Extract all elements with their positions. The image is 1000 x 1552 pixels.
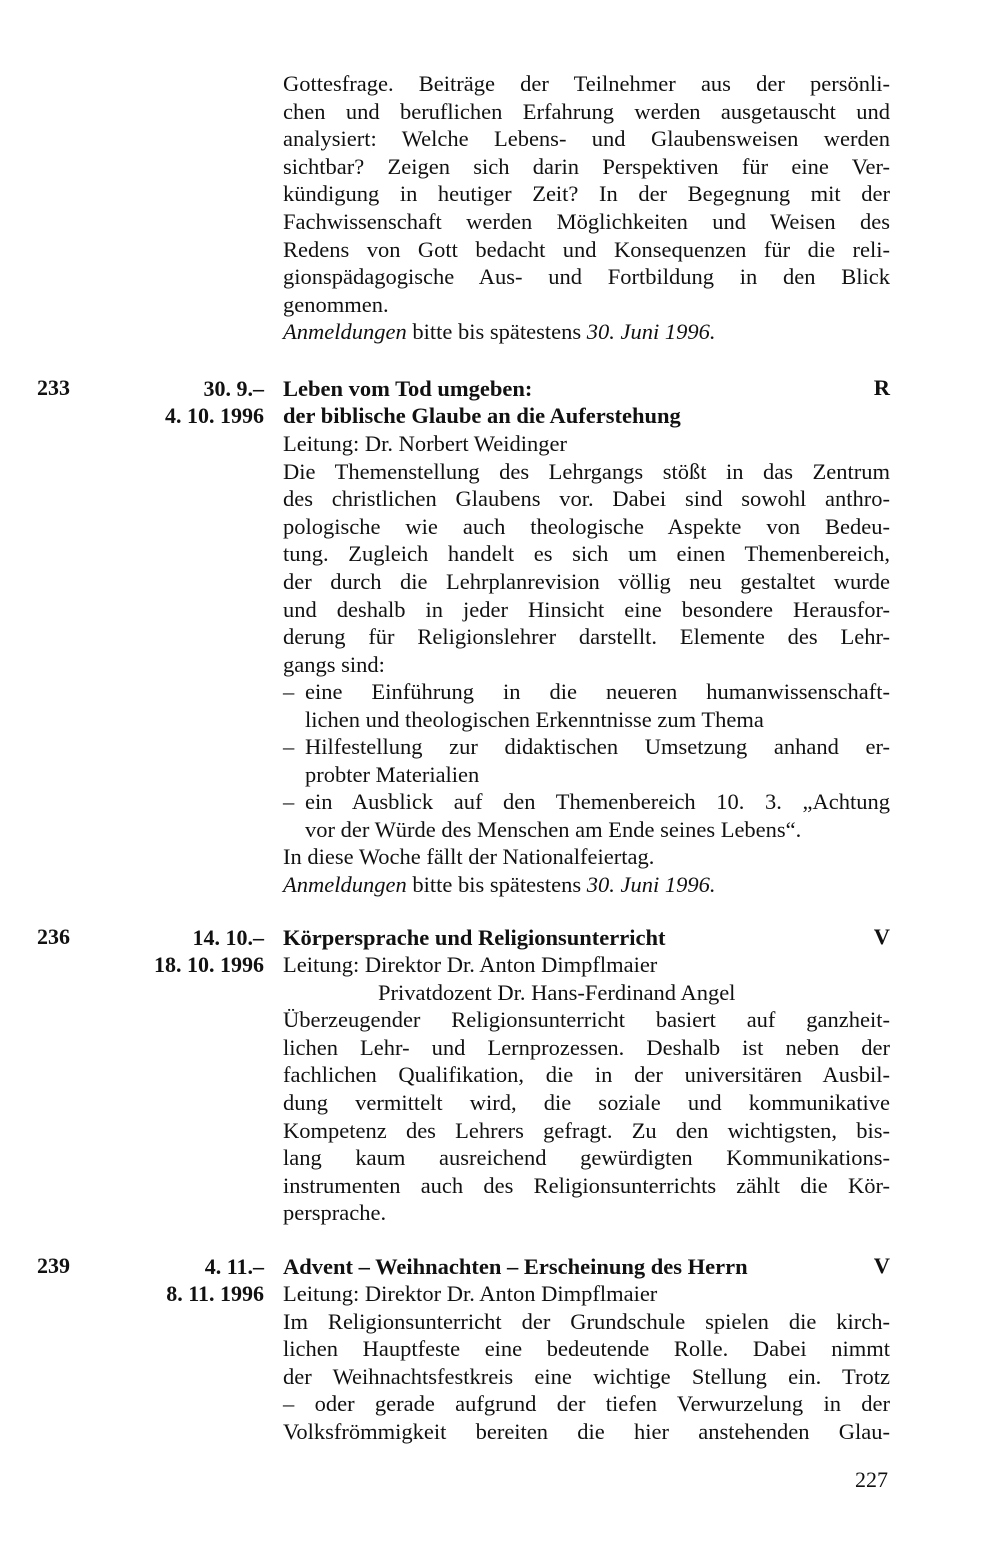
course-number: 239: [37, 1253, 70, 1278]
list-item-line: ein Ausblick auf den Themenbereich 10. 3. „Achtung: [305, 789, 890, 815]
course-number: 236: [37, 924, 70, 949]
text-line: sichtbar? Zeigen sich darin Perspektiven für eine Ver-: [283, 153, 890, 179]
registration-note: [283, 318, 890, 346]
course-code: V: [873, 924, 890, 949]
list-item-line: Hilfestellung zur didaktischen Umsetzung anhand er-: [305, 734, 890, 760]
course-number: 233: [37, 375, 70, 400]
text-line: lichen Hauptfeste eine bedeutende Rolle. Dabei nimmt: [283, 1336, 890, 1362]
registration-note: [283, 871, 890, 899]
dash-bullet: –: [283, 734, 295, 760]
course-code: R: [873, 375, 890, 400]
text-line: lichen Lehr- und Lernprozessen. Deshalb ist neben der: [283, 1034, 890, 1060]
text-line: gangs sind:: [283, 651, 385, 677]
course-description: [283, 951, 890, 1227]
text-line: chen und beruflichen Erfahrung werden ausgetauscht und: [283, 98, 890, 124]
text-line: genommen.: [283, 291, 389, 317]
registration-text: bitte bis spätestens: [406, 319, 587, 345]
course-code: V: [873, 1253, 890, 1278]
list-item: [283, 733, 890, 788]
text-line: derung für Religionslehrer darstellt. Elemente des Lehr-: [283, 624, 890, 650]
text-line: persprache.: [283, 1200, 387, 1226]
list-item-line: lichen und theologischen Erkenntnisse zum Thema: [305, 706, 764, 732]
course-date-start: 30. 9.–: [203, 376, 264, 401]
text-line: der durch die Lehrplanrevision völlig neu gestaltet wurde: [283, 568, 890, 594]
course-leader: Leitung: Direktor Dr. Anton Dimpflmaier: [283, 952, 658, 977]
list-item-line: eine Einführung in die neueren humanwissenschaft-: [305, 679, 890, 704]
registration-label: Anmeldungen: [283, 871, 407, 897]
course-date-start: 14. 10.–: [192, 925, 264, 950]
course-footer: [283, 843, 890, 898]
text-line: Volksfrömmigkeit bereiten die hier anstehenden Glau-: [283, 1418, 890, 1444]
page-number: 227: [855, 1467, 888, 1492]
course-note: In diese Woche fällt der Nationalfeiertag.: [283, 844, 655, 869]
text-line: Redens von Gott bedacht und Konsequenzen für die reli-: [283, 236, 890, 262]
course-leader: Leitung: Dr. Norbert Weidinger: [283, 431, 567, 456]
registration-date: 30. Juni 1996.: [586, 319, 716, 345]
text-line: gionspädagogische Aus- und Fortbildung in den Blick: [283, 264, 890, 290]
text-line: kündigung in heutiger Zeit? In der Begegnung mit der: [283, 181, 890, 207]
list-item: [283, 678, 890, 733]
course-element-list: [283, 678, 890, 844]
course-description: [283, 1280, 890, 1446]
course-date-start: 4. 11.–: [204, 1254, 264, 1279]
text-line: Fachwissenschaft werden Möglichkeiten und Weisen des: [283, 208, 890, 234]
text-line: und deshalb in jeder Hinsicht eine besondere Herausfor-: [283, 596, 890, 622]
dash-bullet: –: [283, 679, 295, 704]
text-line: der Weihnachtsfestkreis eine wichtige Stellung ein. Trotz: [283, 1363, 890, 1389]
course-date-end: 4. 10. 1996: [165, 403, 264, 428]
course-leader: Leitung: Direktor Dr. Anton Dimpflmaier: [283, 1281, 658, 1306]
text-line: Kompetenz des Lehrers gefragt. Zu den wichtigsten, bis-: [283, 1117, 890, 1143]
registration-text: bitte bis spätestens: [406, 871, 587, 897]
registration-date: 30. Juni 1996.: [586, 871, 716, 897]
text-line: – oder gerade aufgrund der tiefen Verwurzelung in der: [283, 1391, 890, 1417]
course-title: Leben vom Tod umgeben:: [283, 376, 533, 401]
text-line: Gottesfrage. Beiträge der Teilnehmer aus der persönli-: [283, 71, 890, 96]
text-line: Im Religionsunterricht der Grundschule spielen die kirch-: [283, 1308, 890, 1334]
intro-paragraph: [283, 70, 890, 346]
course-title: Körpersprache und Religionsunterricht: [283, 925, 666, 950]
text-line: instrumenten auch des Religionsunterrichts zählt die Kör-: [283, 1172, 890, 1198]
text-line: dung vermittelt wird, die soziale und kommunikative: [283, 1089, 890, 1115]
registration-label: Anmeldungen: [283, 319, 407, 345]
list-item: [283, 788, 890, 843]
list-item-line: probter Materialien: [305, 761, 480, 787]
dash-bullet: –: [283, 789, 295, 815]
course-date-end: 18. 10. 1996: [154, 952, 264, 977]
course-leader-second: Privatdozent Dr. Hans-Ferdinand Angel: [378, 979, 736, 1005]
text-line: des christlichen Glaubens vor. Dabei sind sowohl anthro-: [283, 486, 890, 512]
text-line: lang kaum ausreichend gewürdigten Kommunikations-: [283, 1145, 890, 1171]
text-line: pologische wie auch theologische Aspekte von Bedeu-: [283, 513, 890, 539]
course-date-end: 8. 11. 1996: [166, 1281, 264, 1306]
text-line: analysiert: Welche Lebens- und Glaubensweisen werden: [283, 126, 890, 152]
text-line: Die Themenstellung des Lehrgangs stößt in das Zentrum: [283, 458, 890, 484]
course-subtitle: der biblische Glaube an die Auferstehung: [283, 403, 681, 428]
course-description: [283, 430, 890, 678]
text-line: Überzeugender Religionsunterricht basiert auf ganzheit-: [283, 1007, 890, 1033]
text-line: fachlichen Qualifikation, die in der universitären Ausbil-: [283, 1062, 890, 1088]
course-title: Advent – Weihnachten – Erscheinung des Herrn: [283, 1254, 748, 1279]
text-line: tung. Zugleich handelt es sich um einen Themenbereich,: [283, 541, 890, 567]
list-item-line: vor der Würde des Menschen am Ende seines Lebens“.: [305, 816, 802, 842]
